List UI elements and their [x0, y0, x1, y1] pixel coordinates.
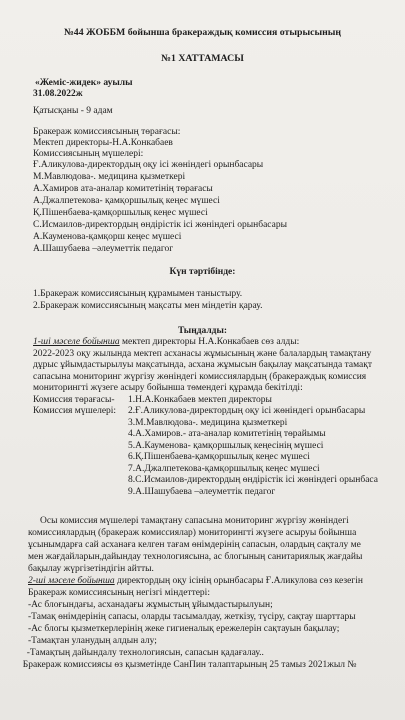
member-item: М.Мавлюдова-. медицина қызметкері — [33, 172, 186, 182]
paragraph-line: ұсынымдарға сай асханаға келген тағам өнімдерінің сапасын, олардың сақталу ме — [28, 540, 361, 550]
meeting-date: 31.08.2022ж — [33, 89, 83, 99]
roster-item: 9.А.Шашубаева –әлеуметтік педагог — [128, 487, 276, 497]
paragraph-line: Осы комиссия мүшелері тамақтану сапасына мониторинг жүргізу жөніндегі — [40, 516, 349, 526]
second-question-label: 2-ші мәселе бойынша — [28, 576, 115, 586]
member-item: А.Джалпетекова- қамқоршылық кеңес мүшесі — [33, 196, 220, 206]
first-question-intro — [33, 337, 299, 348]
village-name: «Жеміс-жидек» ауылы — [35, 78, 133, 88]
chair-name: Мектеп директоры-Н.А.Конкабаев — [33, 138, 173, 148]
member-item: А.Шашубаева –әлеуметтік педагог — [33, 244, 174, 254]
paragraph-line: дұрыс ұйымдастырылуы мақсатында, асхана жұмысын бақылау мақсатында тамақт — [33, 360, 372, 370]
first-question-label: 1-ші мәселе бойынша — [33, 337, 120, 347]
commission-chair-value: 1.Н.А.Конкабаев мектеп директоры — [128, 395, 272, 405]
heard-heading: Тыңдалды: — [177, 326, 228, 336]
member-item: Қ.Пішенбаева-қамқоршылық кеңес мүшесі — [33, 208, 208, 218]
roster-item: 8.С.Исмаилов-директордың өндірістік ісі жөніндегі орынбаса — [128, 475, 378, 485]
paragraph-line: мен жағдайларын,дайындау технологиясына, ас блогының санитариялық жағдайы — [28, 552, 363, 562]
paragraph-line: 2022-2023 оқу жылында мектеп асханасы жұмысының және балалардың тамақтану — [33, 349, 372, 359]
attendance-count: Қатысқаны - 9 адам — [33, 106, 113, 116]
protocol-number: №1 ХАТТАМАСЫ — [161, 53, 244, 64]
paragraph-line: бақылау жүргізетіндігін айтты. — [28, 564, 154, 574]
roster-item: 2.Ғ.Аликулова-директордың оқу ісі жөніндегі орынбасары — [128, 406, 366, 416]
paragraph-line: Бракераж комиссиясы өз қызметінде СанПин талаптарының 25 тамыз 2021жыл № — [18, 660, 357, 670]
paragraph-line: -Тамақтан уланудың алдын алу; — [28, 636, 157, 646]
paragraph-line: -Тамақ өнімдерінің сапасы, оларды тасымалдау, жеткізу, түсіру, сақтау шарттары — [28, 612, 356, 622]
paragraph-line: комиссиялардың (бракераж комиссиялар) мониторингті жүзеге асыруы бойынша — [28, 528, 357, 538]
member-item: А.Хамиров ата-аналар комитетінің төрағасы — [33, 184, 213, 194]
members-label: Комиссиясының мүшелері: — [33, 149, 144, 159]
roster-item: 7.А.Джалпетекова-қамқоршылық кеңес мүшесі — [128, 464, 320, 474]
paragraph-line: -Ас блоғындағы, асханадағы жұмыстың ұйымдастырылуын; — [28, 600, 273, 610]
commission-members-label: Комиссия мүшелері: — [33, 406, 117, 416]
paragraph-line: -Тамақтың дайындалу технологиясын, сапасын қадағалау.. — [22, 648, 264, 658]
second-question-intro — [28, 576, 363, 587]
second-question-speaker: директордың оқу ісінің орынбасары Ғ.Аликулова сөз кезегін — [114, 576, 363, 586]
first-question-speaker: мектеп директоры Н.А.Конкабаев сөз алды: — [119, 337, 300, 347]
agenda-heading: Күн тәртібінде: — [169, 267, 236, 277]
paragraph-line: мониторингті жүзеге асыру бойынша төмендегі құрамда бекітілді: — [33, 383, 303, 393]
paragraph-line: -Ас блогы қызметкерлерінің жеке гигиеналық ережелерін сақтауын бақылау; — [28, 624, 340, 634]
chair-label: Бракераж комиссиясының төрағасы: — [33, 127, 181, 137]
roster-item: 3.М.Мавлюдова-. медицина қызметкері — [128, 418, 288, 428]
roster-item: 5.А.Кауменова- қамқоршылық кеңесінің мүшесі — [128, 441, 324, 451]
document-title: №44 ЖОББМ бойынша бракераждық комиссия отырысының — [63, 27, 342, 38]
roster-item: 4.А.Хамиров.- ата-аналар комитетінің төрайымы — [128, 429, 326, 439]
agenda-item: 2.Бракераж комиссиясының мақсаты мен міндетін қарау. — [33, 301, 263, 311]
paragraph-line: Бракераж комиссиясының негізгі міндеттері: — [28, 588, 210, 598]
paragraph-line: сапасына мониторинг жүргізу жөніндегі комиссиялардың (бракераждық комиссия — [33, 372, 367, 382]
member-item: С.Исмаилов-директордың өндірістік ісі жөніндегі орынбасары — [33, 220, 287, 230]
roster-item: 6.Қ.Пішенбаева-қамқоршылық кеңес мүшесі — [128, 452, 310, 462]
commission-chair-label: Комиссия төрағасы- — [33, 395, 115, 405]
agenda-item: 1.Бракераж комиссиясының құрамымен таныстыру. — [33, 289, 243, 299]
member-item: А.Кауменова-қамқорш кеңес мүшесі — [33, 232, 182, 242]
member-item: Ғ.Аликулова-директордың оқу ісі жөніндегі орынбасары — [33, 160, 264, 170]
